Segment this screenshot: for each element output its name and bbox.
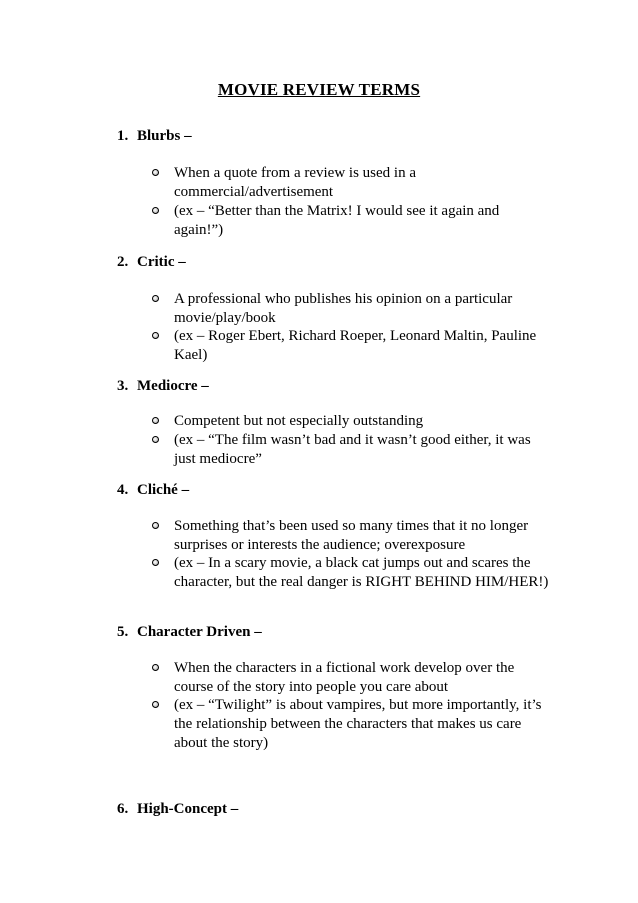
term-label: High-Concept – — [137, 801, 239, 817]
term-number: 4. — [117, 482, 129, 498]
term-label: Blurbs – — [137, 128, 192, 144]
bullet-icon — [152, 522, 159, 529]
bullet-icon — [152, 295, 159, 302]
bullet-text: Something that’s been used so many times that it no longer surprises or interests the audience; overexposure — [174, 518, 529, 553]
bullet-text: (ex – In a scary movie, a black cat jumps out and scares the character, but the real danger is RIGHT BEHIND HIM/HER!) — [174, 555, 549, 590]
bullet-text: (ex – Roger Ebert, Richard Roeper, Leonard Maltin, Pauline Kael) — [174, 328, 537, 363]
term-number: 2. — [117, 254, 129, 270]
bullet-text: (ex – “The film wasn’t bad and it wasn’t good either, it was just mediocre” — [174, 432, 531, 467]
bullet-icon — [152, 417, 159, 424]
term-number: 6. — [117, 801, 129, 817]
term-label: Critic – — [137, 254, 186, 270]
bullet-icon — [152, 664, 159, 671]
bullet-icon — [152, 207, 159, 214]
term-label: Cliché – — [137, 482, 190, 498]
bullet-text: (ex – “Better than the Matrix! I would see it again and again!”) — [174, 203, 500, 238]
term-heading-high-concept — [117, 800, 238, 819]
term-heading-cliche — [117, 481, 189, 500]
bullet-icon — [152, 436, 159, 443]
term-number: 1. — [117, 128, 129, 144]
term-heading-blurbs — [117, 127, 192, 146]
bullet-text: When the characters in a fictional work develop over the course of the story into people you care about — [174, 660, 515, 695]
bullet-icon — [152, 169, 159, 176]
bullet-icon — [152, 701, 159, 708]
bullet-text: When a quote from a review is used in a commercial/advertisement — [174, 165, 416, 200]
page-title: MOVIE REVIEW TERMS — [217, 80, 421, 99]
bullet-text: A professional who publishes his opinion on a particular movie/play/book — [174, 291, 513, 326]
bullet-icon — [152, 559, 159, 566]
bullet-icon — [152, 332, 159, 339]
term-heading-mediocre — [117, 377, 209, 396]
term-heading-critic — [117, 253, 186, 272]
bullet-text: Competent but not especially outstanding — [174, 413, 424, 429]
bullet-text: (ex – “Twilight” is about vampires, but more importantly, it’s the relationship between the characters that makes us care about the story) — [174, 697, 542, 751]
term-heading-character-driven — [117, 623, 262, 642]
term-label: Character Driven – — [137, 624, 262, 640]
term-label: Mediocre – — [137, 378, 209, 394]
term-number: 5. — [117, 624, 129, 640]
term-number: 3. — [117, 378, 129, 394]
